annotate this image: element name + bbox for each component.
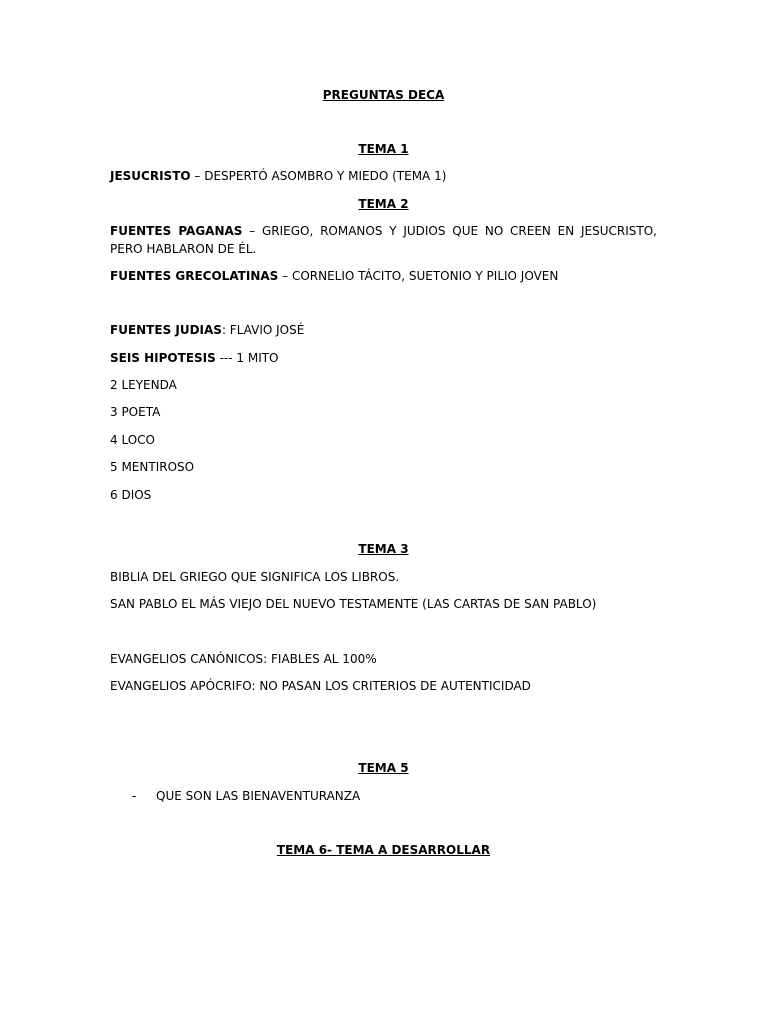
hipotesis-item: 3 POETA: [110, 405, 161, 419]
seis-hipotesis-term: SEIS HIPOTESIS: [110, 351, 216, 365]
fuentes-judias-text: : FLAVIO JOSÉ: [221, 323, 305, 337]
fuentes-judias-line: [110, 322, 657, 338]
hipotesis-item: 6 DIOS: [110, 488, 152, 502]
tema3-line: SAN PABLO EL MÁS VIEJO DEL NUEVO TESTAMENTE (LAS CARTAS DE SAN PABLO): [110, 597, 597, 611]
tema3-heading: TEMA 3: [358, 542, 409, 556]
seis-hipotesis-line: [110, 350, 657, 366]
hipotesis-item: 2 LEYENDA: [110, 378, 177, 392]
document-title: PREGUNTAS DECA: [322, 88, 445, 102]
hipotesis-item: 4 LOCO: [110, 433, 155, 447]
document-page: [110, 0, 657, 1024]
tema3-line: EVANGELIOS CANÓNICOS: FIABLES AL 100%: [110, 652, 377, 666]
tema1-heading: TEMA 1: [358, 142, 409, 156]
fuentes-paganas-paragraph: [110, 222, 657, 258]
hipotesis-item: 5 MENTIROSO: [110, 460, 195, 474]
fuentes-paganas-text: – GRIEGO, ROMANOS Y JUDIOS QUE NO CREEN EN JESUCRISTO, PERO HABLARON DE ÉL.: [110, 224, 657, 256]
fuentes-paganas-term: FUENTES PAGANAS: [110, 224, 243, 238]
tema3-line: BIBLIA DEL GRIEGO QUE SIGNIFICA LOS LIBROS.: [110, 570, 400, 584]
fuentes-grecolatinas-term: FUENTES GRECOLATINAS: [110, 269, 279, 283]
tema6-heading: TEMA 6- TEMA A DESARROLLAR: [276, 843, 491, 857]
fuentes-grecolatinas-line: [110, 268, 657, 284]
tema1-jesucristo-line: [110, 168, 657, 184]
seis-hipotesis-text: --- 1 MITO: [215, 351, 279, 365]
fuentes-grecolatinas-text: – CORNELIO TÁCITO, SUETONIO Y PILIO JOVEN: [278, 269, 559, 283]
jesucristo-term: JESUCRISTO: [110, 169, 191, 183]
tema2-heading: TEMA 2: [358, 197, 409, 211]
tema5-heading: TEMA 5: [358, 761, 409, 775]
bienaventuranza-text: QUE SON LAS BIENAVENTURANZA: [156, 789, 361, 803]
fuentes-judias-term: FUENTES JUDIAS: [110, 323, 222, 337]
tema3-line: EVANGELIOS APÓCRIFO: NO PASAN LOS CRITERIOS DE AUTENTICIDAD: [110, 679, 531, 693]
bullet-dash: -: [132, 789, 137, 803]
jesucristo-text: – DESPERTÓ ASOMBRO Y MIEDO (TEMA 1): [190, 169, 447, 183]
